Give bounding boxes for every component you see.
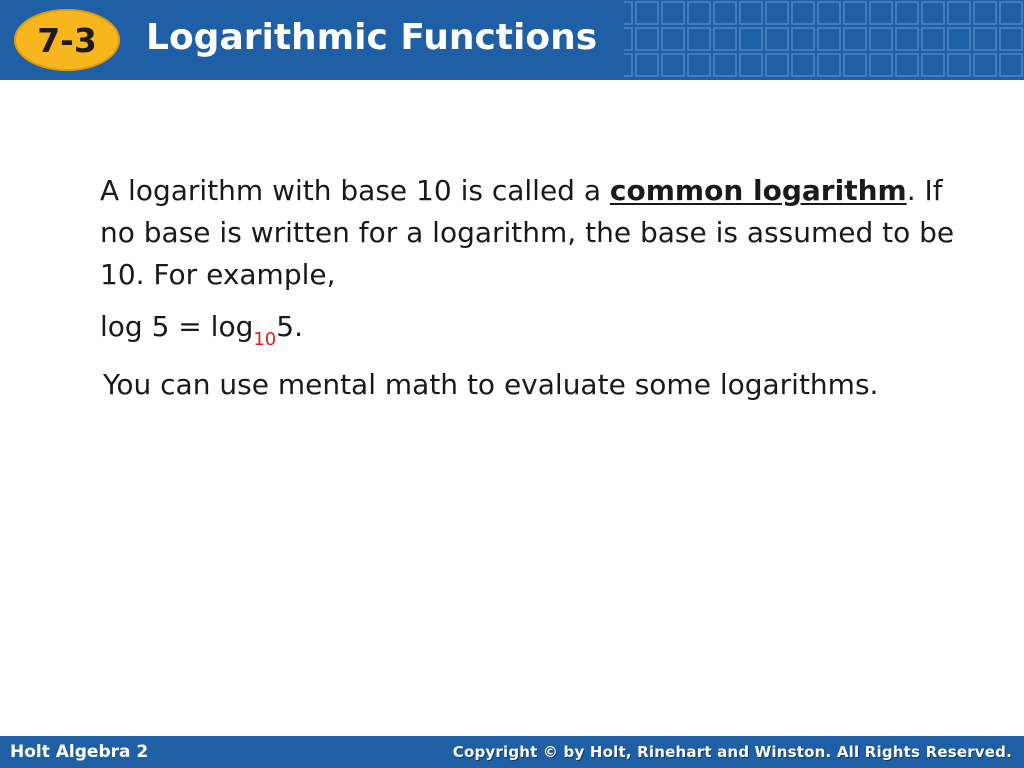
header-grid-square xyxy=(896,2,918,24)
header-grid-square xyxy=(818,2,840,24)
header-grid-square xyxy=(662,54,684,76)
header-grid-square xyxy=(624,54,632,76)
header-grid-square xyxy=(662,28,684,50)
example-base-subscript: 10 xyxy=(253,329,277,350)
header-grid-square xyxy=(870,54,892,76)
mental-math-paragraph: You can use mental math to evaluate some logarithms. xyxy=(103,368,879,401)
header-bar xyxy=(0,0,1024,80)
header-grid-square xyxy=(636,28,658,50)
header-grid-square xyxy=(688,28,710,50)
lesson-title: Logarithmic Functions xyxy=(146,17,598,58)
header-grid-square xyxy=(870,28,892,50)
header-grid-square xyxy=(818,54,840,76)
header-grid-square xyxy=(844,54,866,76)
header-divider xyxy=(0,80,1024,83)
header-grid-square xyxy=(766,2,788,24)
footer-book-title: Holt Algebra 2 xyxy=(10,742,149,762)
header-grid-square xyxy=(792,28,814,50)
header-grid-square xyxy=(688,54,710,76)
header-grid-square xyxy=(974,28,996,50)
header-grid-square xyxy=(844,28,866,50)
footer-copyright: Copyright © by Holt, Rinehart and Winston. All Rights Reserved. xyxy=(452,743,1012,761)
header-grid-square xyxy=(740,54,762,76)
header-grid-square xyxy=(896,54,918,76)
example-left: log 5 = log xyxy=(100,310,254,343)
example-equation xyxy=(100,306,960,352)
header-grid-square xyxy=(1000,54,1022,76)
header-grid-square xyxy=(948,54,970,76)
header-grid-square xyxy=(870,2,892,24)
header-grid-square xyxy=(766,54,788,76)
header-grid-square xyxy=(792,54,814,76)
header-grid-square xyxy=(662,2,684,24)
header-grid-square xyxy=(624,2,632,24)
lesson-number: 7-3 xyxy=(37,20,97,60)
header-grid-square xyxy=(740,28,762,50)
header-grid-square xyxy=(922,54,944,76)
example-right: 5. xyxy=(276,310,303,343)
header-grid-square xyxy=(974,2,996,24)
header-grid-square xyxy=(688,2,710,24)
header-grid-square xyxy=(624,28,632,50)
common-logarithm-term: common logarithm xyxy=(609,174,907,207)
header-grid-square xyxy=(714,2,736,24)
header-grid-square xyxy=(636,2,658,24)
lesson-badge xyxy=(14,9,120,71)
header-grid-square xyxy=(922,28,944,50)
footer-bar xyxy=(0,736,1024,768)
content-area xyxy=(100,170,960,406)
header-grid-square xyxy=(636,54,658,76)
header-grid-square xyxy=(1000,28,1022,50)
header-grid-square xyxy=(766,28,788,50)
header-grid-square xyxy=(740,2,762,24)
definition-text-start: A logarithm with base 10 is called a xyxy=(100,174,610,207)
header-grid-square xyxy=(948,2,970,24)
header-grid-pattern xyxy=(624,0,1024,80)
header-grid-square xyxy=(922,2,944,24)
header-grid-square xyxy=(844,2,866,24)
definition-text-end: . If no base is written for a logarithm, the base is assumed to be 10. For example, xyxy=(100,174,955,291)
header-grid-square xyxy=(714,54,736,76)
header-grid-square xyxy=(896,28,918,50)
header-grid-square xyxy=(974,54,996,76)
definition-paragraph xyxy=(100,170,960,296)
header-grid-square xyxy=(714,28,736,50)
header-grid-square xyxy=(792,2,814,24)
header-grid-square xyxy=(1000,2,1022,24)
header-grid-square xyxy=(818,28,840,50)
header-grid-square xyxy=(948,28,970,50)
